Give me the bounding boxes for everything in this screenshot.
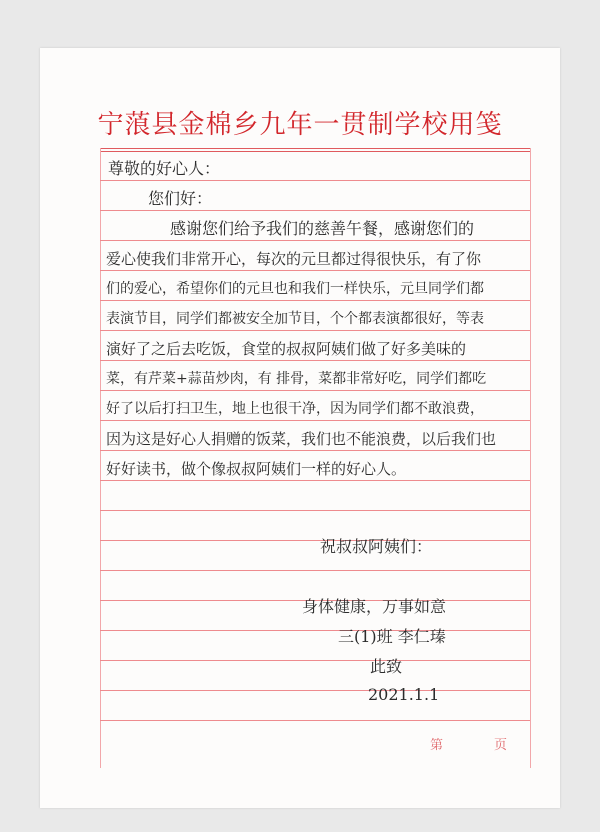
ruled-line xyxy=(100,240,530,241)
ruled-line xyxy=(100,420,530,421)
ruled-line xyxy=(100,300,530,301)
body-line: 因为这是好心人捐赠的饭菜，我们也不能浪费，以后我们也 xyxy=(106,430,497,448)
letterhead-rule xyxy=(100,148,530,149)
salutation: 尊敬的好心人： xyxy=(108,159,221,178)
page-label: 第 xyxy=(430,738,444,753)
body-line: 表演节目，同学们都被安全加节目，个个都表演都很好，等表 xyxy=(106,311,484,327)
body-line: 爱心使我们非常开心，每次的元旦都过得很快乐，有了你 xyxy=(106,250,482,268)
ruled-line xyxy=(100,210,530,211)
closing: 此致 xyxy=(370,657,403,676)
wish: 身体健康，万事如意 xyxy=(302,597,447,616)
left-margin-line xyxy=(100,148,101,768)
ruled-line xyxy=(100,390,530,391)
ruled-line xyxy=(100,330,530,331)
ruled-line xyxy=(100,360,530,361)
ruled-line xyxy=(100,480,530,481)
ruled-line xyxy=(100,510,530,511)
body-line: 菜，有芹菜+蒜苗炒肉，有 排骨，菜都非常好吃，同学们都吃 xyxy=(106,371,487,387)
wish-intro: 祝叔叔阿姨们： xyxy=(320,537,433,556)
letter-sheet xyxy=(40,48,560,808)
body-line: 感谢您们给予我们的慈善午餐，感谢您们的 xyxy=(170,219,475,238)
ruled-line xyxy=(100,450,530,451)
ruled-line xyxy=(100,540,530,541)
ruled-line xyxy=(100,720,530,721)
ruled-line xyxy=(100,570,530,571)
right-margin-line xyxy=(530,148,531,768)
letterhead-rule-double xyxy=(100,151,530,152)
greeting: 您们好： xyxy=(148,189,213,208)
ruled-line xyxy=(100,270,530,271)
page-unit: 页 xyxy=(494,738,508,753)
body-line: 好好读书，做个像叔叔阿姨们一样的好心人。 xyxy=(106,460,407,478)
ruled-line xyxy=(100,660,530,661)
body-line: 们的爱心，希望你们的元旦也和我们一样快乐，元旦同学们都 xyxy=(106,281,484,297)
signature: 三(1)班 李仁瑧 xyxy=(338,627,446,646)
ruled-line xyxy=(100,180,530,181)
ruled-line xyxy=(100,690,530,691)
date: 2021.1.1 xyxy=(368,685,440,704)
letterhead-title: 宁蒗县金棉乡九年一贯制学校用笺 xyxy=(97,110,503,140)
ruled-line xyxy=(100,630,530,631)
body-line: 好了以后打扫卫生，地上也很干净，因为同学们都不敢浪费， xyxy=(106,401,484,417)
body-line: 演好了之后去吃饭，食堂的叔叔阿姨们做了好多美味的 xyxy=(106,340,467,358)
